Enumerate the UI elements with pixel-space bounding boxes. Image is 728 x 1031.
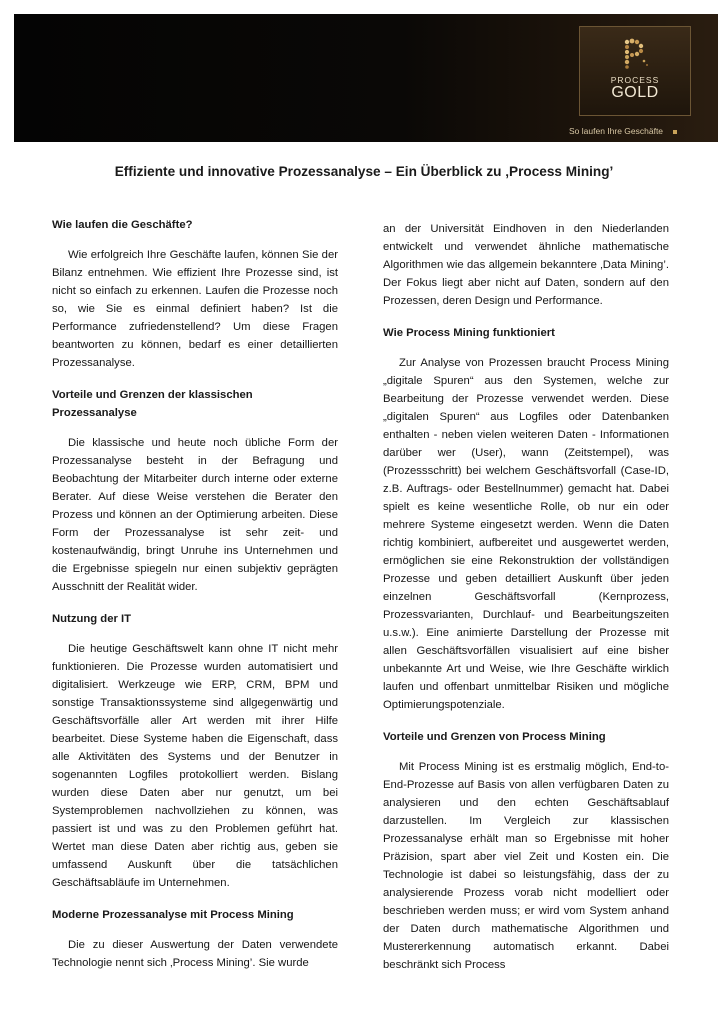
heading-moderne-analyse: Moderne Prozessanalyse mit Process Mining <box>52 909 294 921</box>
heading-vorteile-process-mining: Vorteile und Grenzen von Process Mining <box>383 731 606 743</box>
tagline-dot-icon <box>673 130 677 134</box>
paragraph-vorteile-process-mining: Mit Process Mining ist es erstmalig möglich, End-to-End-Prozesse auf Basis von allen verfügbaren Daten zu analysieren und den echten Geschäftsablauf darzustellen. Im Vergleich zur klassischen Prozessanalyse erhält man so Ergebnisse mit hoher Präzision, spart aber viel Zeit und Kosten ein. Die Technologie ist dabei so leistungsfähig, dass der zu analysierende Prozess vorab nicht modelliert oder beschrieben werden muss; er wird vom System anhand der Daten durch mathematische Algorithmen und Mustererkennung automatisch erkannt. Dabei beschränkt sich Process <box>383 761 669 971</box>
process-gold-logo[interactable] <box>579 26 691 116</box>
heading-nutzung-it: Nutzung der IT <box>52 613 132 625</box>
logo-text-gold: GOLD <box>611 84 659 101</box>
left-column <box>52 216 338 972</box>
heading-klassische-analyse: Vorteile und Grenzen der klassischen Prozessanalyse <box>52 389 253 419</box>
tagline: So laufen Ihre Geschäfte <box>569 126 664 136</box>
logo-text-process: PROCESS <box>610 75 660 85</box>
paragraph-nutzung-it: Die heutige Geschäftswelt kann ohne IT nicht mehr funktionieren. Die Prozesse wurden automatisiert und digitalisiert. Werkzeuge wie ERP, CRM, BPM und sonstige Transaktionssysteme sind allgegenwärtig und Geschäftsvorfälle aller Art werden mit ihrer Hilfe bearbeitet. Diese Systeme haben die Eigenschaft, dass alle Aktivitäten des Systems und der Benutzer in sogenannten Logfiles protokolliert werden. Bislang wurden diese Daten aber nur genutzt, um bei Systemproblemen nachvollziehen zu können, was passiert ist und was zu den Problemen geführt hat. Wertet man diese Daten aber richtig aus, geben sie umfassend Auskunft über die tatsächlichen Geschäftsabläufe im Unternehmen. <box>52 643 338 889</box>
paragraph-intro: Wie erfolgreich Ihre Geschäfte laufen, können Sie der Bilanz entnehmen. Wie effizient Ihre Prozesse sind, ist nicht so einfach zu erkennen. Laufen die Prozesse noch so, wie Sie es einmal definiert haben? Ist die Performance zufriedenstellend? Um diese Fragen beantworten zu können, bedarf es einer detaillierten Prozessanalyse. <box>52 249 338 369</box>
right-column <box>383 220 669 974</box>
heading-wie-process-mining: Wie Process Mining funktioniert <box>383 327 555 339</box>
document-title: Effiziente und innovative Prozessanalyse – Ein Überblick zu ‚Process Mining’ <box>114 164 614 179</box>
header-banner <box>14 14 718 142</box>
paragraph-klassische-analyse: Die klassische und heute noch übliche Form der Prozessanalyse besteht in der Befragung und Beobachtung der Mitarbeiter durch interne oder externe Berater. Auf diese Weise verstehen die Berater den Prozess und können an der Optimierung arbeiten. Diese Form der Prozessanalyse ist sehr zeit- und kostenaufwändig, bringt Unruhe ins Unternehmen und die Ergebnisse spiegeln nur einen subjektiv geprägten Ausschnitt der Realität wider. <box>52 437 338 593</box>
paragraph-wie-process-mining: Zur Analyse von Prozessen braucht Process Mining „digitale Spuren“ aus den Systemen, welche zur Bearbeitung der Prozesse verwendet werden. Diese „digitalen Spuren“ aus Logfiles oder Datenbanken enthalten - neben vielen weiteren Daten - Informationen darüber wer (User), wann (Zeitstempel), was (Prozessschritt) bei welchem Geschäftsvorfall (Case-ID, z.B. Auftrags- oder Bestellnummer) gemacht hat. Dabei spielt es keine wesentliche Rolle, ob nur ein oder mehrere Systeme eingesetzt werden. Wenn die Daten richtig kombiniert, aufbereitet und ausgewertet werden, ermöglichen sie eine Rekonstruktion der vollständigen Prozesse und geben detailliert Auskunft über jeden einzelnen Geschäftsvorfall (Kernprozess, Prozessvarianten, Durchlauf- und Bearbeitungszeiten u.s.w.). Eine animierte Darstellung der Prozesse mit allen Geschäftsvorfällen visualisiert auf eine bisher unbekannte Art und Weise, wie Ihre Geschäfte wirklich laufen und offenbart unmittelbar Risiken und mögliche Optimierungspotenziale. <box>383 357 669 711</box>
heading-wie-laufen: Wie laufen die Geschäfte? <box>52 219 193 231</box>
paragraph-moderne-analyse: Die zu dieser Auswertung der Daten verwendete Technologie nennt sich ‚Process Mining’. Sie wurde <box>52 939 338 969</box>
golden-dots-p-icon <box>618 37 652 71</box>
paragraph-continuation: an der Universität Eindhoven in den Niederlanden entwickelt und verwendet ähnliche mathematische Algorithmen wie das allgemein bekanntere ‚Data Mining’. Der Fokus liegt aber nicht auf Daten, sondern auf den Prozessen, deren Design und Performance. <box>383 223 669 307</box>
